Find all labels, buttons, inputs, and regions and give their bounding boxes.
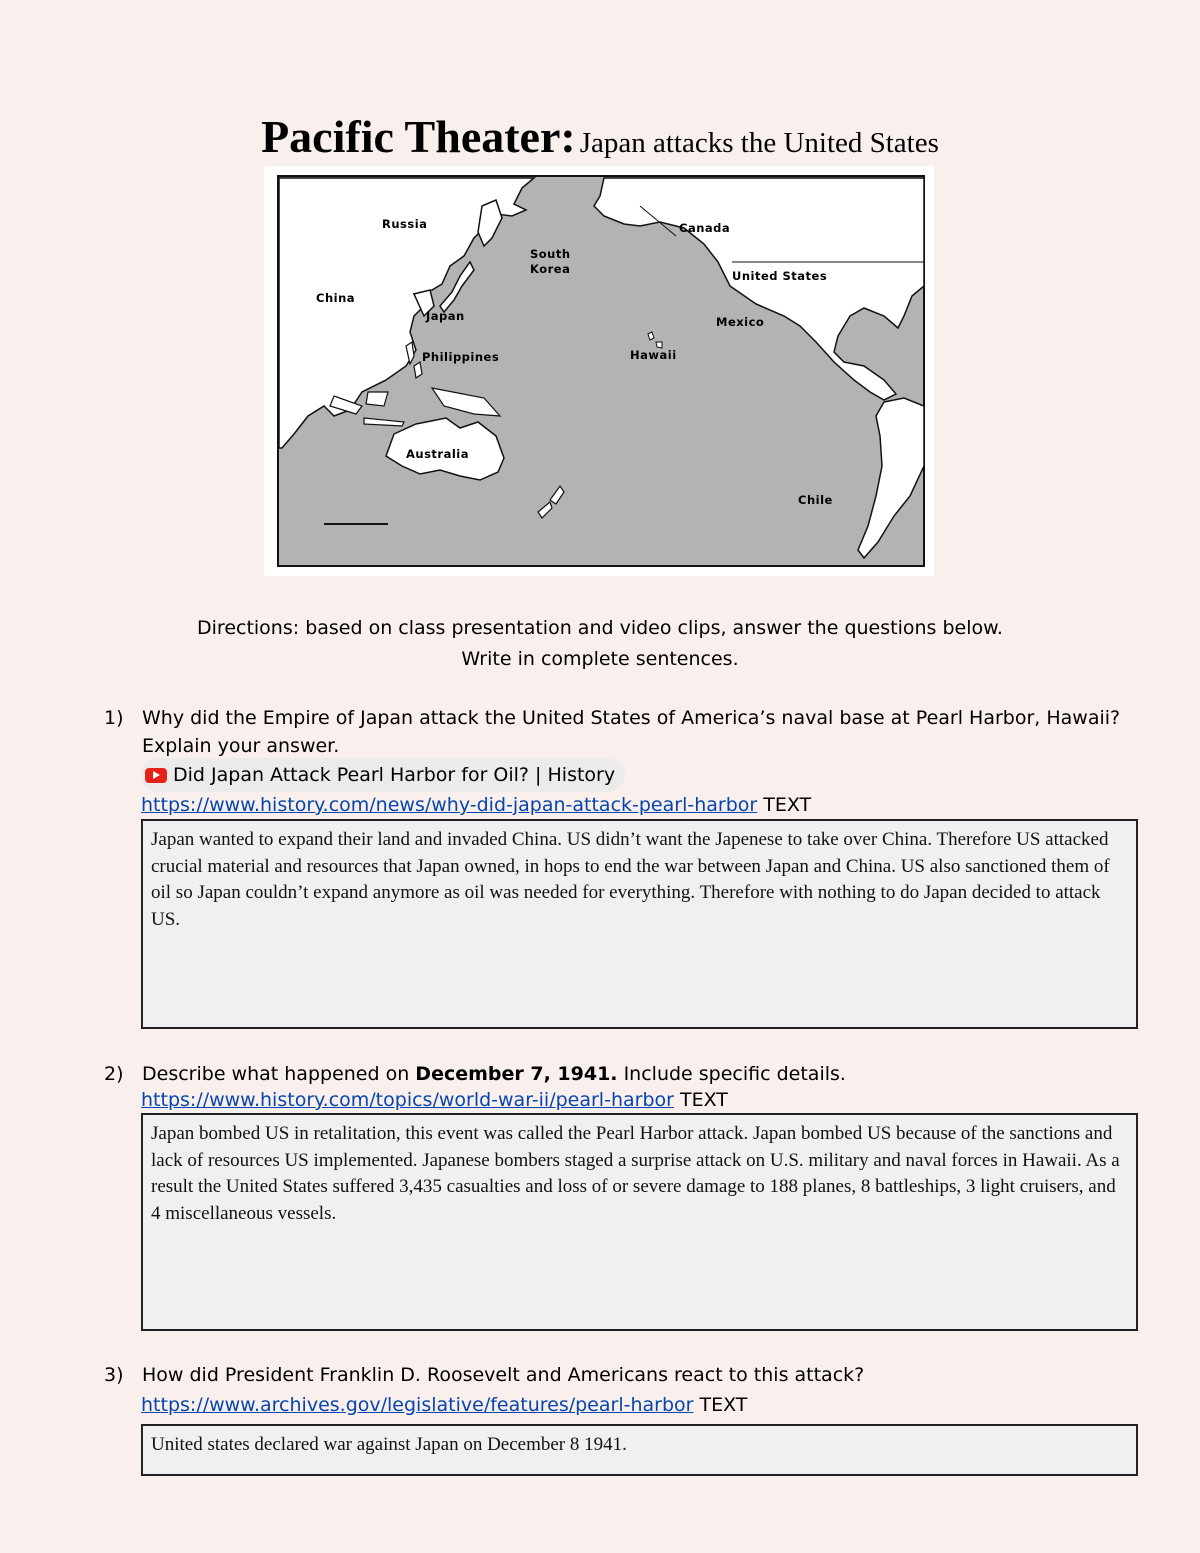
pacific-map-graphic: [264, 166, 934, 576]
question-2-text: [142, 1060, 1142, 1088]
question-3-number: 3): [104, 1364, 124, 1386]
question-1-link[interactable]: https://www.history.com/news/why-did-japan-attack-pearl-harbor: [141, 794, 758, 816]
map-label-china: China: [316, 291, 356, 305]
question-3-text: How did President Franklin D. Roosevelt and Americans react to this attack?: [142, 1364, 865, 1386]
map-label-philippines: Philippines: [422, 350, 500, 364]
map-label-canada: Canada: [679, 221, 731, 235]
directions: [0, 613, 1200, 675]
question-3-link-line: [141, 1394, 747, 1416]
youtube-icon: [145, 768, 167, 783]
answer-2-text: Japan bombed US in retalitation, this event was called the Pearl Harbor attack. Japan bombed US because of the sanctions and lack of resources US implemented. Japanese bombers staged a surprise attack on U.S. military and naval forces in Hawaii. As a result the United States suffered 3,435 casualties and loss of or severe damage to 188 planes, 8 battleships, 3 light cruisers, and 4 miscellaneous vessels.: [151, 1123, 1120, 1224]
title-sub: Japan attacks the United States: [579, 127, 939, 159]
question-2-text-before: Describe what happened on: [142, 1063, 416, 1085]
map-label-hawaii: Hawaii: [630, 348, 677, 362]
question-1-link-suffix: TEXT: [763, 794, 812, 816]
title-main: Pacific Theater:: [261, 111, 576, 162]
map-label-south-korea-line: South: [530, 247, 571, 261]
map-label-south-korea-line: Korea: [530, 262, 571, 276]
question-2-link[interactable]: https://www.history.com/topics/world-war-ii/pearl-harbor: [141, 1089, 674, 1111]
question-3-link[interactable]: https://www.archives.gov/legislative/features/pearl-harbor: [141, 1394, 694, 1416]
question-2-number: 2): [104, 1063, 124, 1085]
answer-1-text: Japan wanted to expand their land and invaded China. US didn’t want the Japenese to take over China. Therefore US attacked crucial material and resources that Japan owned, in hops to end the war between Japan and China. US also sanctioned them of oil so Japan couldn’t expand anymore as oil was needed for everything. Therefore with nothing to do Japan decided to attack US.: [151, 829, 1110, 930]
map-label-mexico: Mexico: [716, 315, 765, 329]
question-1-number: 1): [104, 707, 124, 729]
question-2-text-after: Include specific details.: [617, 1063, 846, 1085]
directions-line-1: Directions: based on class presentation and video clips, answer the questions below.: [197, 617, 1003, 639]
map-label-united-states: United States: [732, 269, 828, 283]
video-chip-label: Did Japan Attack Pearl Harbor for Oil? | History: [173, 764, 616, 786]
map-label-russia: Russia: [382, 217, 428, 231]
answer-box-1[interactable]: [141, 819, 1138, 1029]
question-2-link-suffix: TEXT: [679, 1089, 728, 1111]
map-label-japan: Japan: [426, 309, 465, 323]
answer-3-text: United states declared war against Japan on December 8 1941.: [151, 1434, 627, 1455]
map-label-chile: Chile: [798, 493, 833, 507]
answer-box-3[interactable]: [141, 1424, 1138, 1476]
map-label-australia: Australia: [406, 447, 470, 461]
page-title: [0, 110, 1200, 163]
question-1-link-line: [141, 794, 811, 816]
pacific-map: [264, 166, 934, 576]
video-chip[interactable]: [141, 758, 625, 792]
map-label-south-korea: [530, 247, 571, 276]
answer-box-2[interactable]: [141, 1113, 1138, 1331]
question-1-text: Why did the Empire of Japan attack the United States of America’s naval base at Pearl Harbor, Hawaii? Explain your answer.: [142, 707, 1121, 757]
question-3-link-suffix: TEXT: [699, 1394, 748, 1416]
question-2-date: December 7, 1941.: [415, 1063, 618, 1085]
question-2-link-line: [141, 1089, 728, 1111]
directions-line-2: Write in complete sentences.: [461, 648, 739, 670]
